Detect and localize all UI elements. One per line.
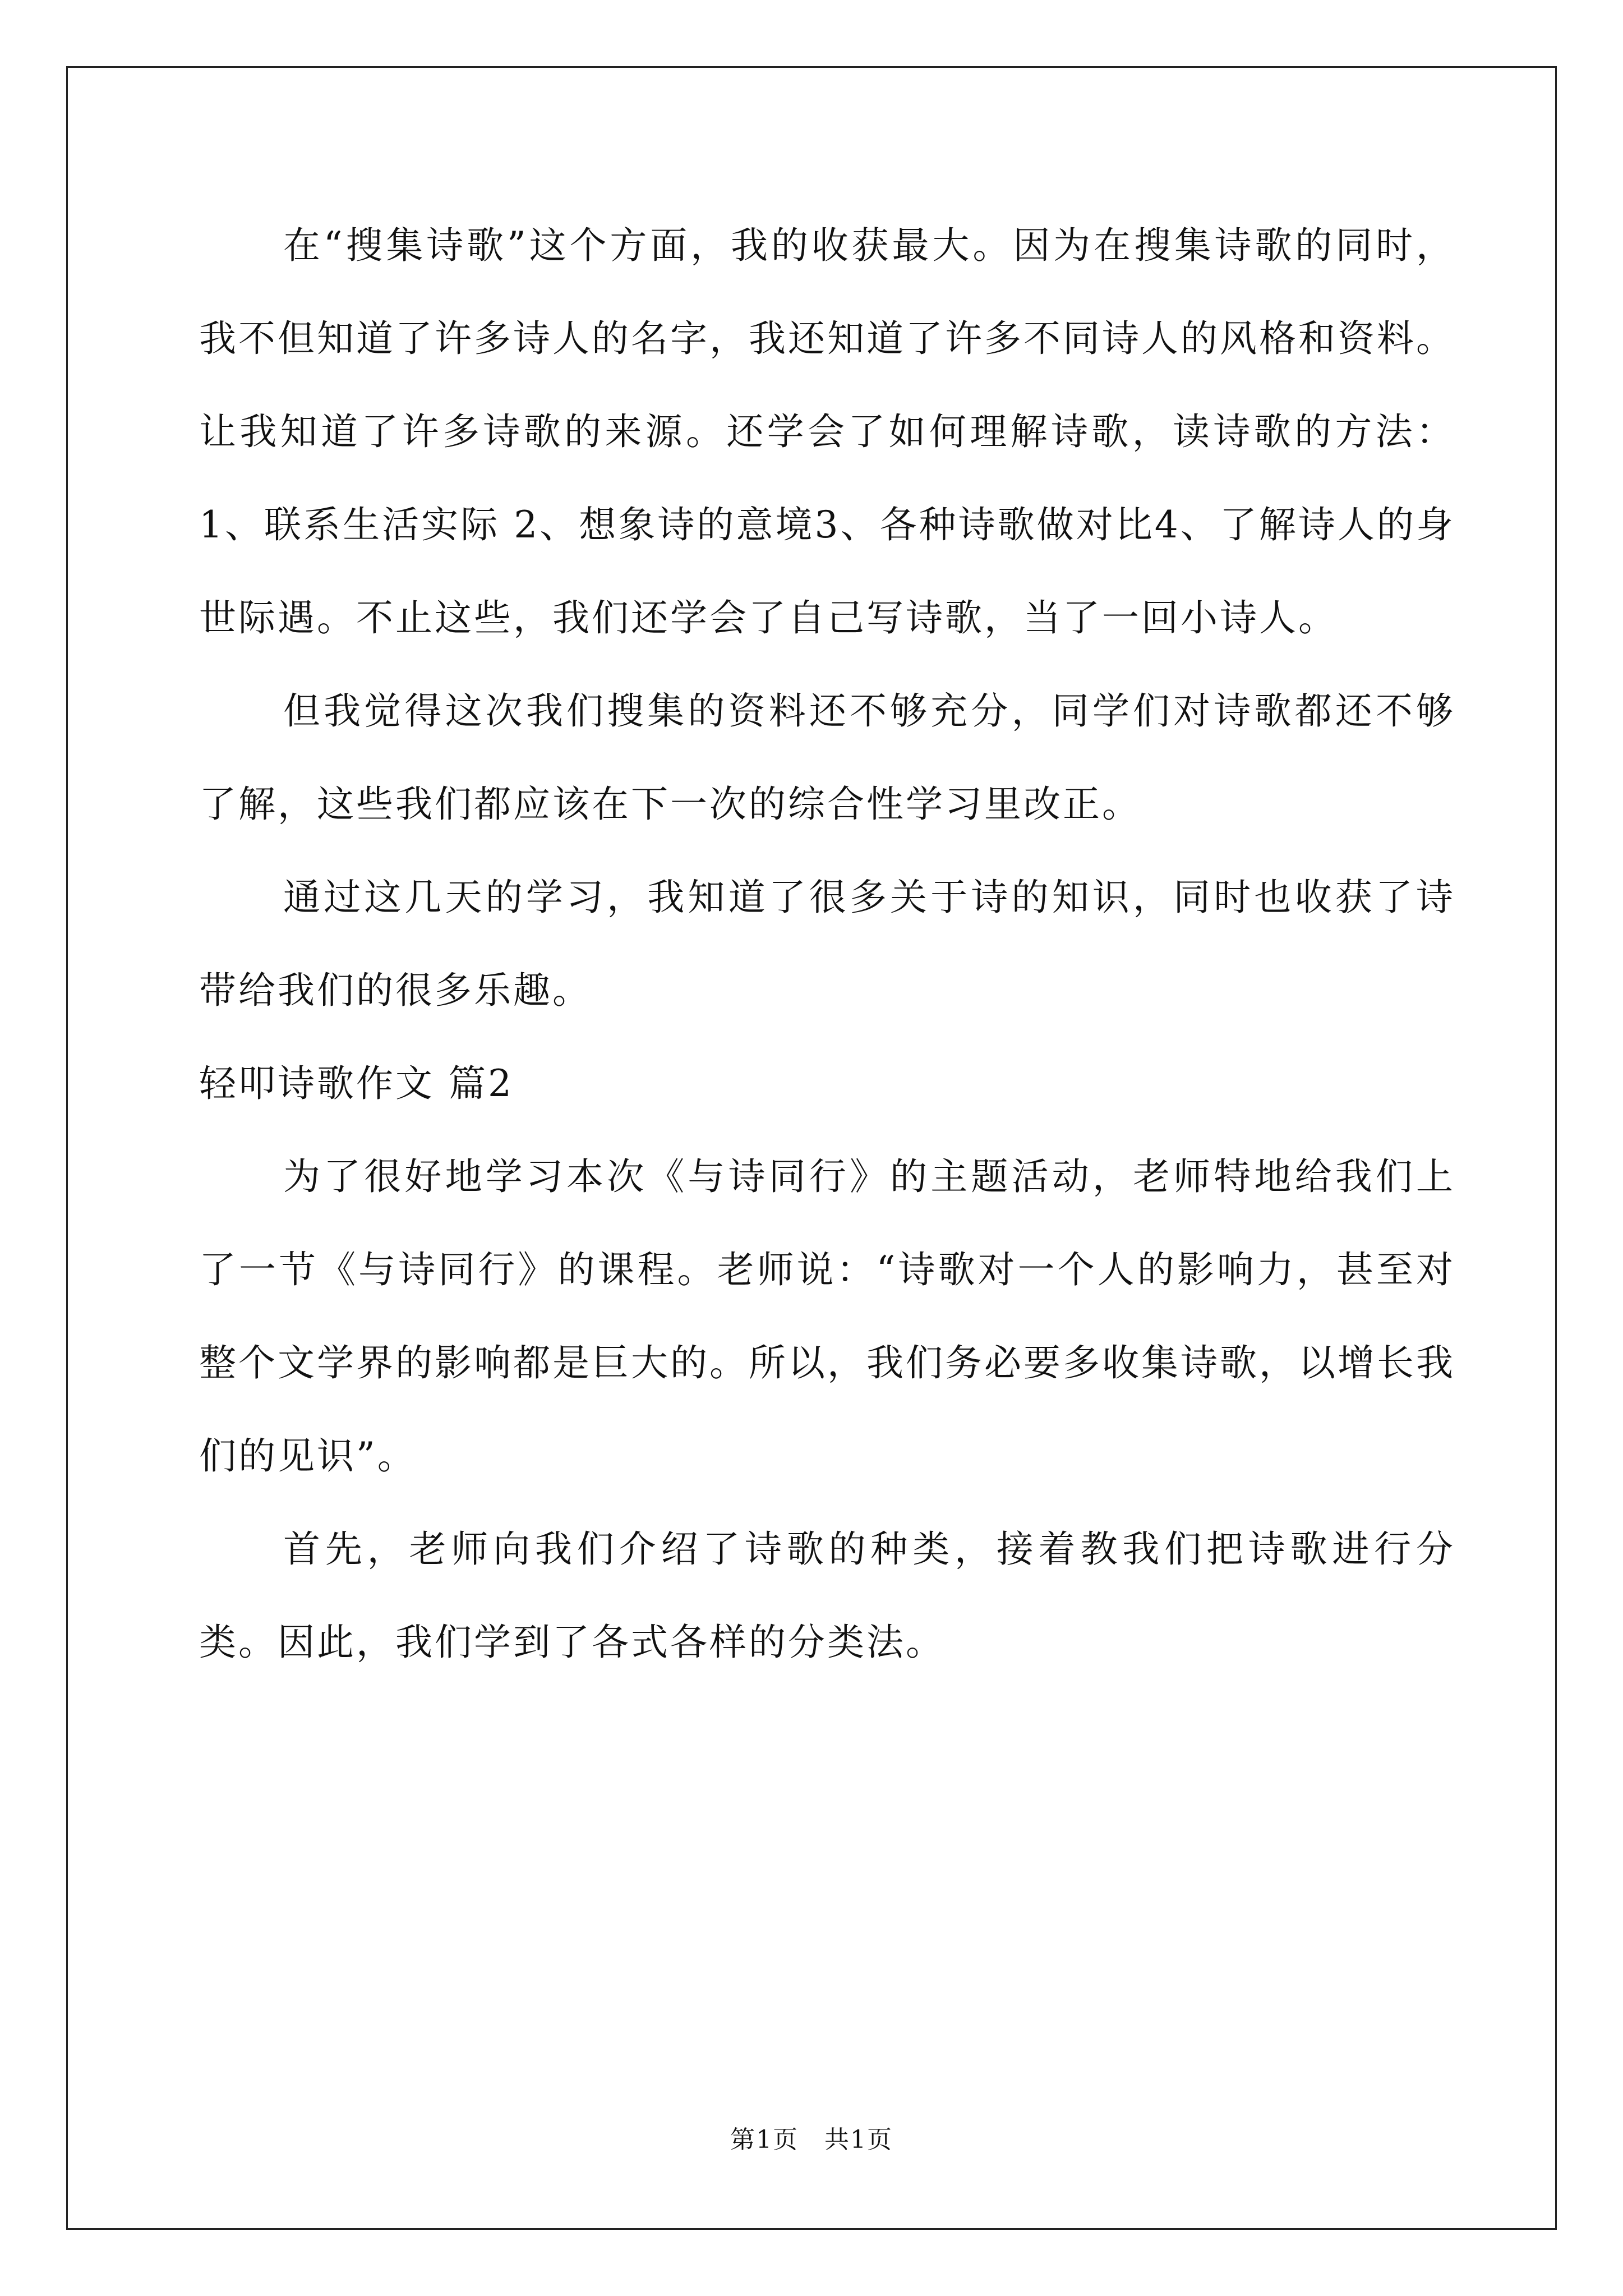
paragraph-insufficient-materials: 但我觉得这次我们搜集的资料还不够充分，同学们对诗歌都还不够了解，这些我们都应该在下一次的综合性学习里改正。 — [199, 689, 1455, 826]
document-body — [199, 199, 1455, 1689]
paragraph-learning-summary: 通过这几天的学习，我知道了很多关于诗的知识，同时也收获了诗带给我们的很多乐趣。 — [199, 876, 1455, 1012]
section-heading: 轻叩诗歌作文 篇2 — [199, 1062, 514, 1105]
paragraph-teacher-lesson: 为了很好地学习本次《与诗同行》的主题活动，老师特地给我们上了一节《与诗同行》的课程。老师说：“诗歌对一个人的影响力，甚至对整个文学界的影响都是巨大的。所以，我们务必要多收集诗歌，以增长我们的见识”。 — [199, 1155, 1455, 1478]
paragraph-collecting-poems: 在“搜集诗歌”这个方面，我的收获最大。因为在搜集诗歌的同时，我不但知道了许多诗人的名字，我还知道了许多不同诗人的风格和资料。让我知道了许多诗歌的来源。还学会了如何理解诗歌，读诗歌的方法：1、联系生活实际 2、想象诗的意境3、各种诗歌做对比4、了解诗人的身世际遇。不止这些，我们还学会了自己写诗歌，当了一回小诗人。 — [199, 224, 1455, 639]
page-footer: 第1页 共1页 — [730, 2125, 893, 2154]
paragraph-poem-classification: 首先，老师向我们介绍了诗歌的种类，接着教我们把诗歌进行分类。因此，我们学到了各式各样的分类法。 — [199, 1527, 1455, 1664]
